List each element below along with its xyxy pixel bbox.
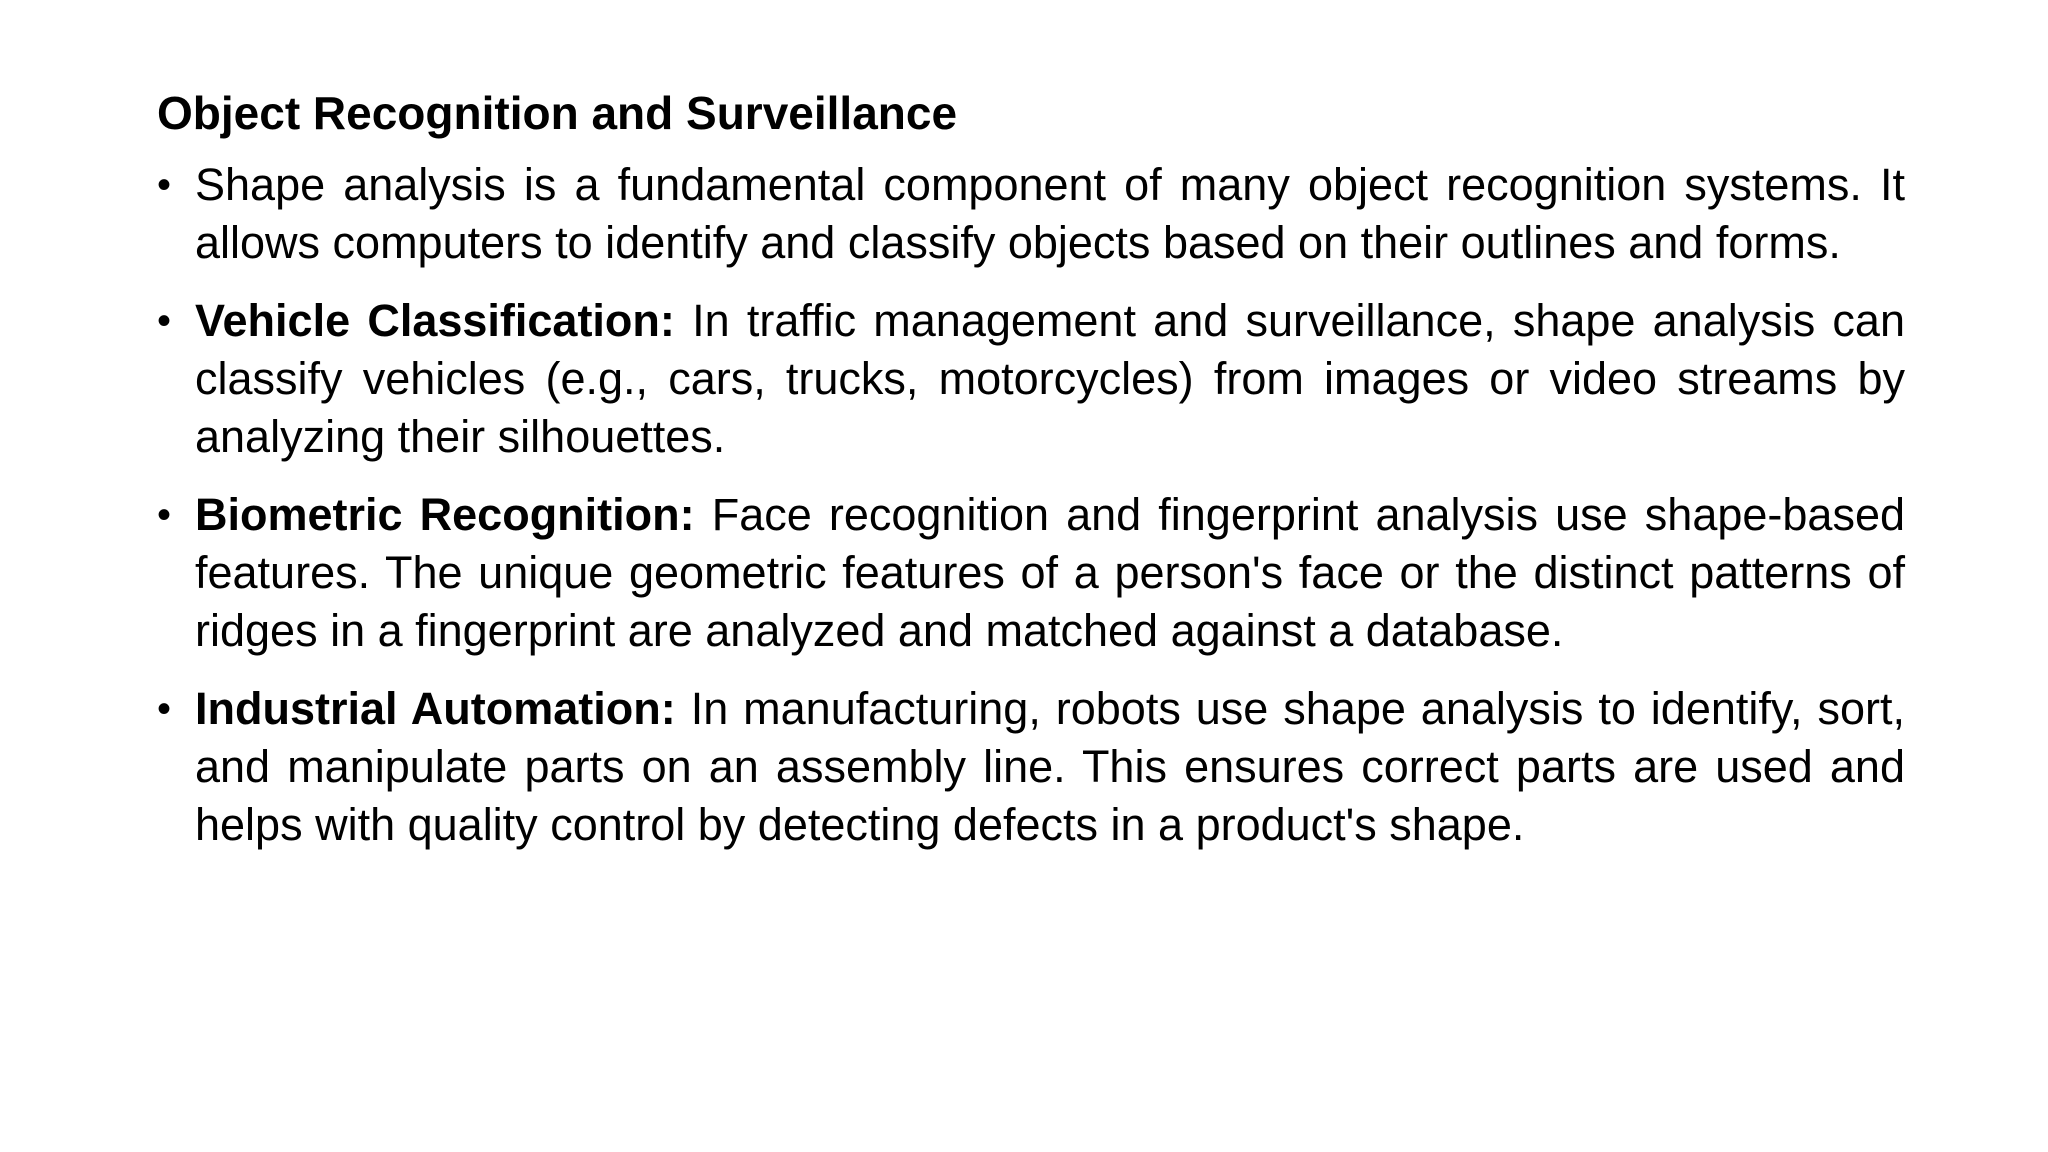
bullet-term: Biometric Recognition: (195, 489, 695, 540)
bullet-item (157, 156, 1905, 272)
bullet-dot-icon: • (157, 299, 172, 343)
bullet-term: Industrial Automation: (195, 683, 676, 734)
bullet-dot-icon: • (157, 493, 172, 537)
bullet-list (157, 156, 1905, 854)
bullet-item (157, 292, 1905, 466)
bullet-term: Vehicle Classification: (195, 295, 675, 346)
bullet-dot-icon: • (157, 163, 172, 207)
slide-heading: Object Recognition and Surveillance (157, 87, 958, 139)
bullet-dot-icon: • (157, 687, 172, 731)
bullet-text: In traffic management and surveillance, shape analysis can classify vehicles (e.g., cars, trucks, motorcycles) from images or video streams by analyzing their silhouettes. (195, 295, 1905, 462)
bullet-text: In manufacturing, robots use shape analysis to identify, sort, and manipulate parts on an assembly line. This ensures correct parts are used and helps with quality control by detecting defects in a product's shape. (195, 683, 1905, 850)
bullet-item (157, 486, 1905, 660)
bullet-item (157, 680, 1905, 854)
bullet-text: Shape analysis is a fundamental component of many object recognition systems. It allows computers to identify and classify objects based on their outlines and forms. (195, 159, 1905, 268)
bullet-text: Face recognition and fingerprint analysis use shape-based features. The unique geometric features of a person's face or the distinct patterns of ridges in a fingerprint are analyzed and matched against a database. (195, 489, 1905, 656)
slide-content (157, 84, 1905, 874)
